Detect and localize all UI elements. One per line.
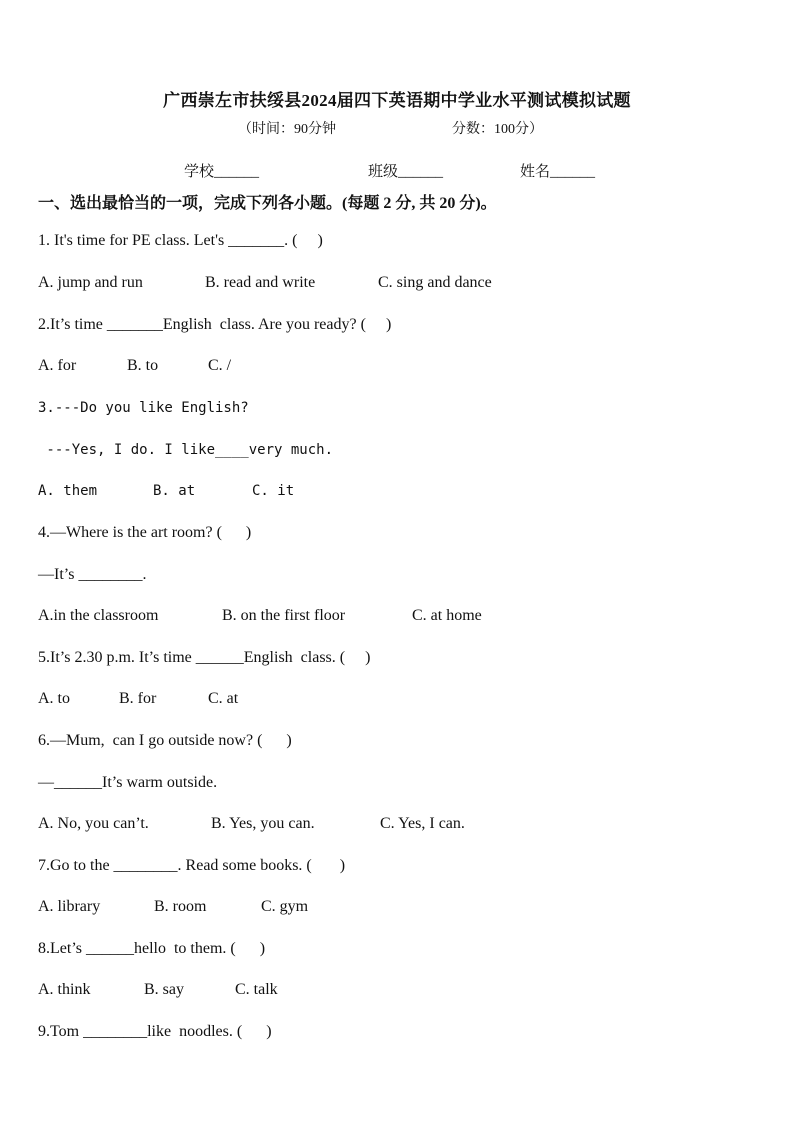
class-field: 班级______ <box>368 164 444 180</box>
question-6-answer-line: —______It’s warm outside. <box>38 774 218 791</box>
q4-option-c: C. at home <box>412 607 482 624</box>
q8-option-a: A. think <box>38 981 91 998</box>
q2-option-b: B. to <box>127 357 159 374</box>
q1-option-b: B. read and write <box>205 274 316 291</box>
q2-option-c: C. / <box>208 357 232 374</box>
question-7: 7.Go to the ________. Read some books. ( ) <box>38 857 346 874</box>
question-4: 4.—Where is the art room? ( ) <box>38 524 252 541</box>
q8-option-c: C. talk <box>235 981 278 998</box>
score-label: 分数：100分） <box>452 122 543 137</box>
q7-option-b: B. room <box>154 898 207 915</box>
q3-option-b-label: B. at <box>153 483 196 499</box>
question-2: 2.It’s time _______English class. Are you ready? ( ) <box>38 316 392 333</box>
q2-option-a: A. for <box>38 357 77 374</box>
name-field: 姓名______ <box>520 164 596 180</box>
question-3-answer-line: ---Yes, I do. I like____very much. <box>38 442 334 458</box>
q3-option-b <box>153 482 195 500</box>
q3-option-a-label: A. them <box>38 483 98 499</box>
q5-option-c: C. at <box>208 690 239 707</box>
question-1: 1. It's time for PE class. Let's _______. ( ) <box>38 232 323 249</box>
question-8: 8.Let’s ______hello to them. ( ) <box>38 940 266 957</box>
q1-option-c: C. sing and dance <box>378 274 492 291</box>
school-field: 学校______ <box>184 164 260 180</box>
q3-option-c-label: C. it <box>252 483 295 499</box>
q4-option-a: A.in the classroom <box>38 607 159 624</box>
q3-option-c <box>252 482 294 500</box>
exam-title: 广西崇左市扶绥县2024届四下英语期中学业水平测试模拟试题 <box>163 91 631 110</box>
section-heading: 一、选出最恰当的一项，完成下列各小题。(每题 2 分, 共 20 分)。 <box>38 195 497 212</box>
q6-option-a: A. No, you can’t. <box>38 815 149 832</box>
q7-option-c: C. gym <box>261 898 309 915</box>
q5-option-a: A. to <box>38 690 70 707</box>
q1-option-a: A. jump and run <box>38 274 143 291</box>
time-label: （时间：90分钟 <box>238 122 336 137</box>
q5-option-b: B. for <box>119 690 157 707</box>
question-6: 6.—Mum, can I go outside now? ( ) <box>38 732 292 749</box>
q6-option-c: C. Yes, I can. <box>380 815 465 832</box>
q7-option-a: A. library <box>38 898 101 915</box>
q6-option-b: B. Yes, you can. <box>211 815 315 832</box>
q4-option-b: B. on the first floor <box>222 607 346 624</box>
question-3: 3.---Do you like English? <box>38 400 249 416</box>
q3-option-a <box>38 482 97 500</box>
question-9: 9.Tom ________like noodles. ( ) <box>38 1023 272 1040</box>
question-5: 5.It’s 2.30 p.m. It’s time ______English class. ( ) <box>38 649 371 666</box>
question-4-answer-line: —It’s ________. <box>38 566 147 583</box>
q8-option-b: B. say <box>144 981 184 998</box>
